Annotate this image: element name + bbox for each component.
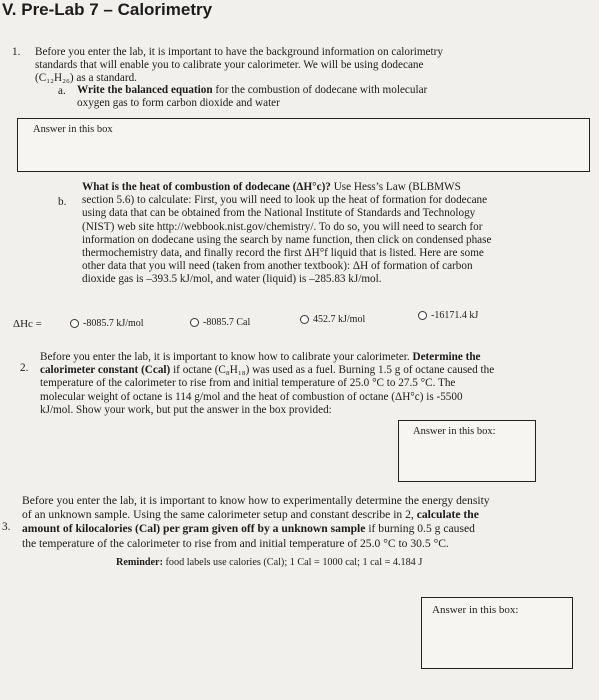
q1b-line: other data that you will need (taken from another textbook): ΔH of formation of carbon (82, 260, 473, 273)
q1b-line: (NIST) web site http://webbook.nist.gov/chemistry/. To do so, you will need to search for (82, 220, 483, 233)
q1-line: standards that will enable you to calibrate your calorimeter. We will be using dodecane (35, 59, 424, 72)
q3-text (22, 494, 592, 551)
q1-text (35, 46, 580, 86)
q1b-text (82, 181, 582, 287)
q1b-line: information on dodecane using the search by name function, then click on condensed phase (82, 233, 492, 246)
q1-line: Before you enter the lab, it is important to have the background information on calorimetry (35, 46, 443, 58)
q1a-bold: Write the balanced equation (77, 84, 213, 96)
q1b-bold: What is the heat of combustion of dodecane (ΔH°c)? (82, 181, 331, 193)
delta-h-label: ΔHc = (13, 318, 42, 330)
q2-text (40, 351, 588, 417)
q3-line2-bold: calculate the (416, 508, 479, 522)
reminder-label: Reminder: (116, 557, 163, 568)
q2-answer-box[interactable] (398, 420, 536, 482)
q2-line: temperature of the calorimeter to rise from and initial temperature of 25.0 °C to 27.5 °C. The (40, 377, 456, 390)
q1b-line: using data that can be obtained from the National Institute of Standards and Technology (82, 207, 476, 220)
option-label: 452.7 kJ/mol (313, 314, 366, 325)
option-2[interactable] (190, 317, 250, 328)
q1a-answer-box[interactable] (17, 118, 590, 172)
option-label: -8085.7 Cal (203, 317, 251, 328)
q2-line2-rest: if octane (C₈H₁₈) was used as a fuel. Burning 1.5 g of octane caused the (170, 364, 495, 377)
q3-line1: Before you enter the lab, it is important to know how to experimentally determine the energy density (22, 494, 490, 507)
q1a-label: a. (58, 85, 66, 97)
q2-line2-bold: calorimeter constant (Ccal) (40, 364, 171, 377)
reminder (116, 557, 422, 568)
q1b-label: b. (58, 196, 67, 208)
radio-icon[interactable] (300, 315, 309, 324)
option-1[interactable] (70, 318, 144, 329)
option-3[interactable] (300, 314, 365, 325)
q1b-rest: Use Hess’s Law (BLBMWS (330, 181, 461, 193)
q3-answer-box[interactable] (421, 597, 573, 669)
q1-number: 1. (12, 46, 21, 58)
q1a-text (77, 84, 557, 110)
q2-number: 2. (20, 362, 29, 374)
q2-answer-label: Answer in this box: (413, 426, 496, 437)
q2-line: kJ/mol. Show your work, but put the answer in the box provided: (40, 403, 332, 416)
q1-line: (C₁₂H₂₆) as a standard. (35, 72, 137, 85)
q1b-line: section 5.6) to calculate: First, you will need to look up the heat of formation for dodecane (82, 194, 488, 207)
q1b-line: dioxide gas is –393.5 kJ/mol, and water (liquid) is –285.83 kJ/mol. (82, 273, 382, 286)
option-label: -16171.4 kJ (431, 310, 479, 321)
radio-icon[interactable] (418, 311, 427, 320)
q3-line3-rest: if burning 0.5 g caused (365, 522, 475, 536)
q2-line1: Before you enter the lab, it is important to know how to calibrate your calorimeter. (40, 351, 413, 363)
q1a-answer-label: Answer in this box (33, 124, 113, 135)
q1b-line: thermochemistry data, and finally record the first ΔH°f liquid that is listed. Here are some (82, 247, 484, 260)
q3-line2: of an unknown sample. Using the same calorimeter setup and constant describe in 2, (22, 508, 417, 522)
q3-answer-label: Answer in this box: (432, 604, 519, 616)
q2-line: molecular weight of octane is 114 g/mol and the heat of combustion of octane (ΔH°c) is -5500 (40, 390, 463, 403)
radio-icon[interactable] (190, 318, 199, 327)
q1a-rest: for the combustion of dodecane with molecular (212, 84, 428, 96)
radio-icon[interactable] (70, 319, 79, 328)
q3-line3-bold: amount of kilocalories (Cal) per gram given off by a unknown sample (22, 522, 366, 536)
reminder-text: food labels use calories (Cal); 1 Cal = 1000 cal; 1 cal = 4.184 J (162, 557, 423, 568)
q1a-line2: oxygen gas to form carbon dioxide and water (77, 97, 280, 110)
q2-line1-bold: Determine the (412, 351, 481, 363)
option-label: -8085.7 kJ/mol (83, 318, 144, 329)
page-title: V. Pre-Lab 7 – Calorimetry (2, 0, 213, 19)
q3-line4: the temperature of the calorimeter to rise from and initial temperature of 25.0 °C to 30.5 °C. (22, 536, 449, 550)
option-4[interactable] (418, 310, 478, 321)
q3-number: 3. (2, 521, 11, 533)
